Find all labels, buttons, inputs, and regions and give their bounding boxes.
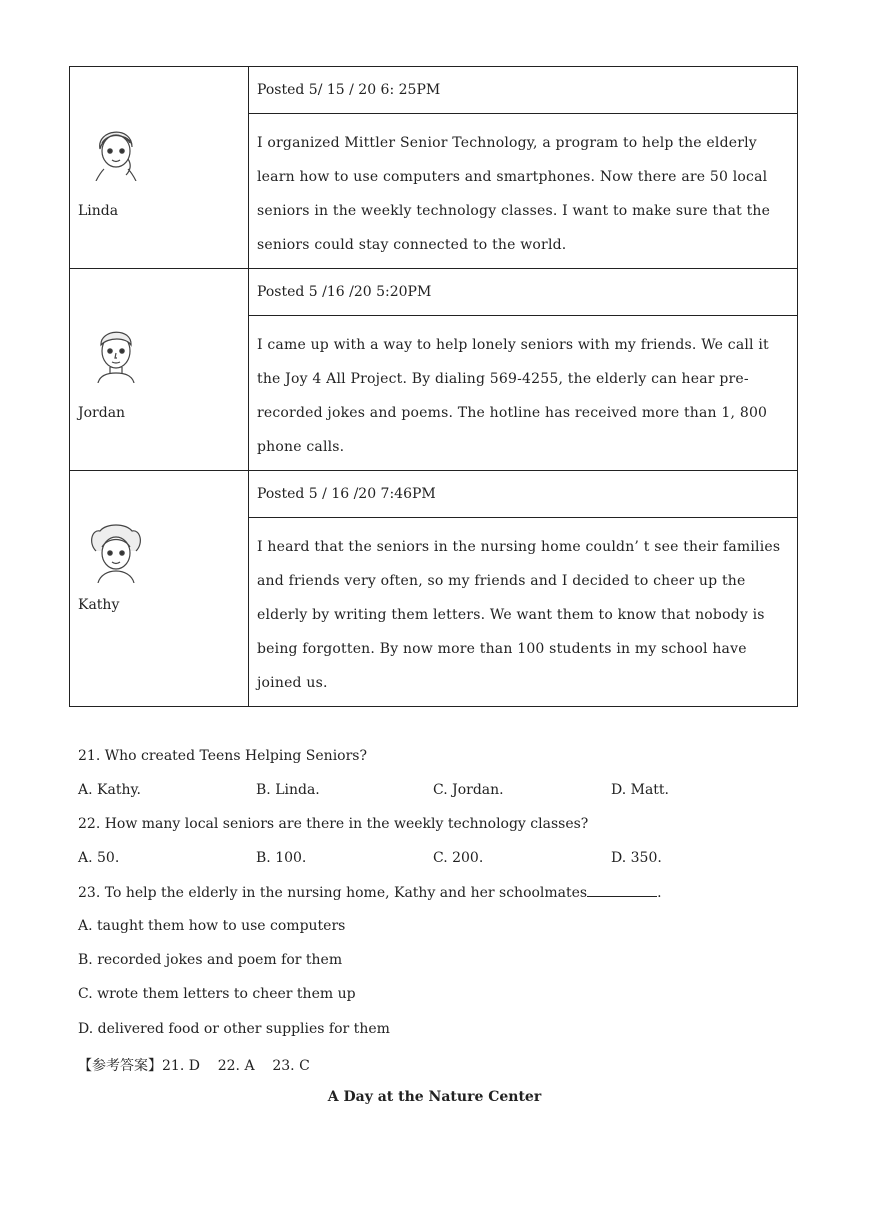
question-23 — [78, 884, 662, 901]
user-name: Jordan — [78, 405, 126, 421]
option-23-d: D. delivered food or other supplies for them — [78, 1021, 390, 1037]
question-23-text: 23. To help the elderly in the nursing home, Kathy and her schoolmates — [78, 885, 588, 901]
user-cell — [70, 269, 249, 471]
section-title: A Day at the Nature Center — [327, 1089, 542, 1105]
post-header-row — [70, 471, 798, 518]
girl-ponytail-avatar-icon — [86, 521, 146, 583]
option-21-a: A. Kathy. — [78, 782, 141, 798]
option-22-d: D. 350. — [611, 850, 662, 866]
question-21: 21. Who created Teens Helping Seniors? — [78, 748, 367, 764]
question-23-end: . — [657, 885, 662, 901]
post-header-row — [70, 269, 798, 316]
girl-braid-avatar-icon — [86, 119, 146, 181]
user-name: Linda — [78, 203, 119, 219]
option-22-a: A. 50. — [78, 850, 120, 866]
user-cell — [70, 471, 249, 707]
answer-key: 【参考答案】21. D 22. A 23. C — [78, 1058, 310, 1074]
post-timestamp: Posted 5/ 15 / 20 6: 25PM — [249, 67, 798, 114]
user-cell — [70, 67, 249, 269]
option-23-b: B. recorded jokes and poem for them — [78, 952, 343, 968]
option-22-c: C. 200. — [433, 850, 484, 866]
option-23-c: C. wrote them letters to cheer them up — [78, 986, 356, 1002]
post-message: I came up with a way to help lonely seniors with my friends. We call it the Joy 4 All Project. By dialing 569-4255, the elderly can hear pre-recorded jokes and poems. The hotline has received more than 1, 800 phone calls. — [249, 316, 798, 471]
option-21-c: C. Jordan. — [433, 782, 504, 798]
post-message: I organized Mittler Senior Technology, a program to help the elderly learn how to use computers and smartphones. Now there are 50 local seniors in the weekly technology classes. I want to make sure that the seniors could stay connected to the world. — [249, 114, 798, 269]
post-message: I heard that the seniors in the nursing home couldn’ t see their families and friends very often, so my friends and I decided to cheer up the elderly by writing them letters. We want them to know that nobody is being forgotten. By now more than 100 students in my school have joined us. — [249, 518, 798, 707]
boy-avatar-icon — [86, 321, 146, 383]
option-22-b: B. 100. — [256, 850, 307, 866]
post-timestamp: Posted 5 /16 /20 5:20PM — [249, 269, 798, 316]
option-21-d: D. Matt. — [611, 782, 670, 798]
option-23-a: A. taught them how to use computers — [78, 918, 346, 934]
post-timestamp: Posted 5 / 16 /20 7:46PM — [249, 471, 798, 518]
question-22: 22. How many local seniors are there in the weekly technology classes? — [78, 816, 589, 832]
post-header-row — [70, 67, 798, 114]
user-name: Kathy — [78, 597, 120, 613]
answer-blank — [587, 884, 657, 897]
posts-table — [69, 66, 798, 707]
option-21-b: B. Linda. — [256, 782, 320, 798]
